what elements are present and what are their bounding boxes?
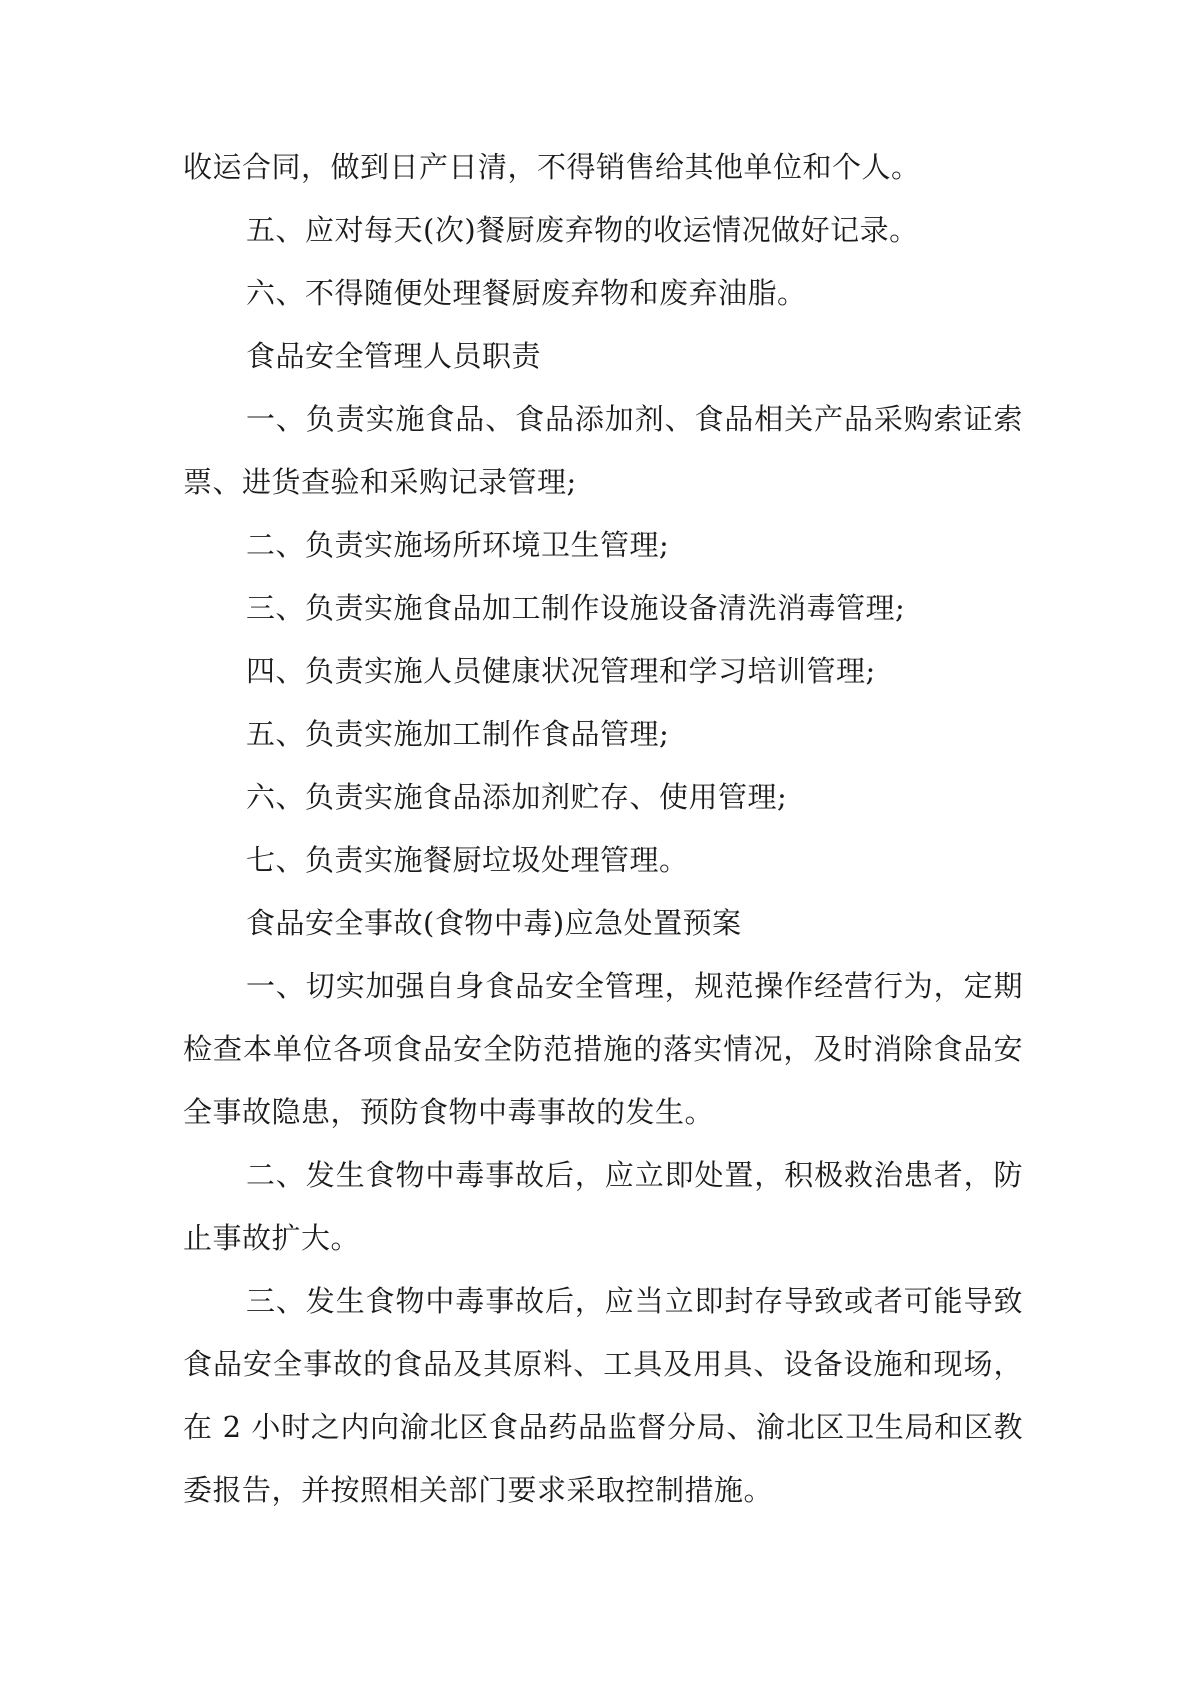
section-heading-manager-duties: 食品安全管理人员职责 bbox=[246, 339, 542, 373]
paragraph-item-six-disposal: 六、不得随便处理餐厨废弃物和废弃油脂。 bbox=[246, 276, 807, 310]
paragraph-item-five-record: 五、应对每天(次)餐厨废弃物的收运情况做好记录。 bbox=[246, 213, 919, 247]
paragraph-duty-seven: 七、负责实施餐厨垃圾处理管理。 bbox=[246, 843, 689, 877]
paragraph-duty-two: 二、负责实施场所环境卫生管理; bbox=[246, 528, 670, 562]
paragraph-duty-one: 一、负责实施食品、食品添加剂、食品相关产品采购索证索票、进货查验和采购记录管理; bbox=[183, 402, 1023, 499]
paragraph-plan-one: 一、切实加强自身食品安全管理，规范操作经营行为，定期检查本单位各项食品安全防范措施的落实情况，及时消除食品安全事故隐患，预防食物中毒事故的发生。 bbox=[183, 969, 1023, 1129]
paragraph-duty-six: 六、负责实施食品添加剂贮存、使用管理; bbox=[246, 780, 788, 814]
paragraph-duty-five: 五、负责实施加工制作食品管理; bbox=[246, 717, 670, 751]
paragraph-plan-three: 三、发生食物中毒事故后，应当立即封存导致或者可能导致食品安全事故的食品及其原料、工具及用具、设备设施和现场，在 2 小时之内向渝北区食品药品监督分局、渝北区卫生局和区教委报告，并按照相关部门要求采取控制措施。 bbox=[183, 1284, 1023, 1507]
document-body bbox=[183, 136, 1023, 1522]
paragraph-duty-three: 三、负责实施食品加工制作设施设备清洗消毒管理; bbox=[246, 591, 906, 625]
paragraph-duty-four: 四、负责实施人员健康状况管理和学习培训管理; bbox=[246, 654, 876, 688]
paragraph-contract-continuation: 收运合同，做到日产日清，不得销售给其他单位和个人。 bbox=[183, 150, 921, 184]
paragraph-plan-two: 二、发生食物中毒事故后，应立即处置，积极救治患者，防止事故扩大。 bbox=[183, 1158, 1023, 1255]
section-heading-emergency-plan: 食品安全事故(食物中毒)应急处置预案 bbox=[246, 906, 742, 940]
